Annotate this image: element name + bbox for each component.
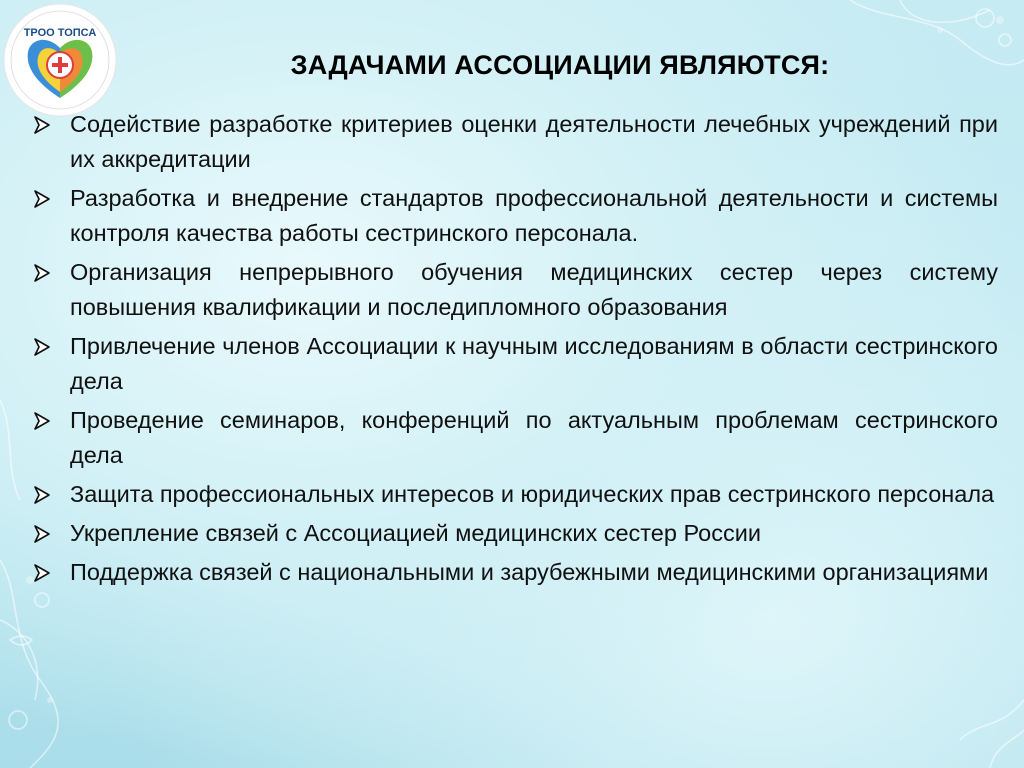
task-text: Содействие разработке критериев оценки деятельности лечебных учреждений при их аккредитации (70, 111, 998, 172)
arrow-bullet-icon (32, 107, 52, 142)
arrow-bullet-icon (32, 255, 52, 290)
list-item (30, 477, 998, 512)
arrow-bullet-icon (32, 181, 52, 216)
arrow-bullet-icon (32, 403, 52, 438)
list-item (30, 329, 998, 399)
slide-title: ЗАДАЧАМИ АССОЦИАЦИИ ЯВЛЯЮТСЯ: (290, 50, 830, 80)
list-item (30, 555, 998, 590)
task-text: Укрепление связей с Ассоциацией медицинских сестер России (70, 520, 761, 546)
task-text: Привлечение членов Ассоциации к научным исследованиям в области сестринского дела (70, 333, 998, 394)
task-text: Организация непрерывного обучения медицинских сестер через систему повышения квалификации и последипломного образования (70, 259, 998, 320)
arrow-bullet-icon (32, 516, 52, 551)
task-text: Защита профессиональных интересов и юридических прав сестринского персонала (70, 481, 995, 507)
list-item (30, 516, 998, 551)
logo-caption: ТРОО ТОПСА (23, 27, 97, 39)
arrow-bullet-icon (32, 329, 52, 364)
task-list (30, 107, 998, 594)
task-text: Разработка и внедрение стандартов профессиональной деятельности и системы контроля качества работы сестринского персонала. (70, 185, 998, 246)
list-item (30, 403, 998, 473)
list-item (30, 181, 998, 251)
arrow-bullet-icon (32, 477, 52, 512)
arrow-bullet-icon (32, 555, 52, 590)
heart-cross-logo (2, 2, 118, 118)
list-item (30, 255, 998, 325)
task-text: Поддержка связей с национальными и зарубежными медицинскими организациями (70, 559, 989, 585)
task-text: Проведение семинаров, конференций по актуальным проблемам сестринского дела (70, 407, 998, 468)
list-item (30, 107, 998, 177)
association-logo (2, 2, 118, 118)
